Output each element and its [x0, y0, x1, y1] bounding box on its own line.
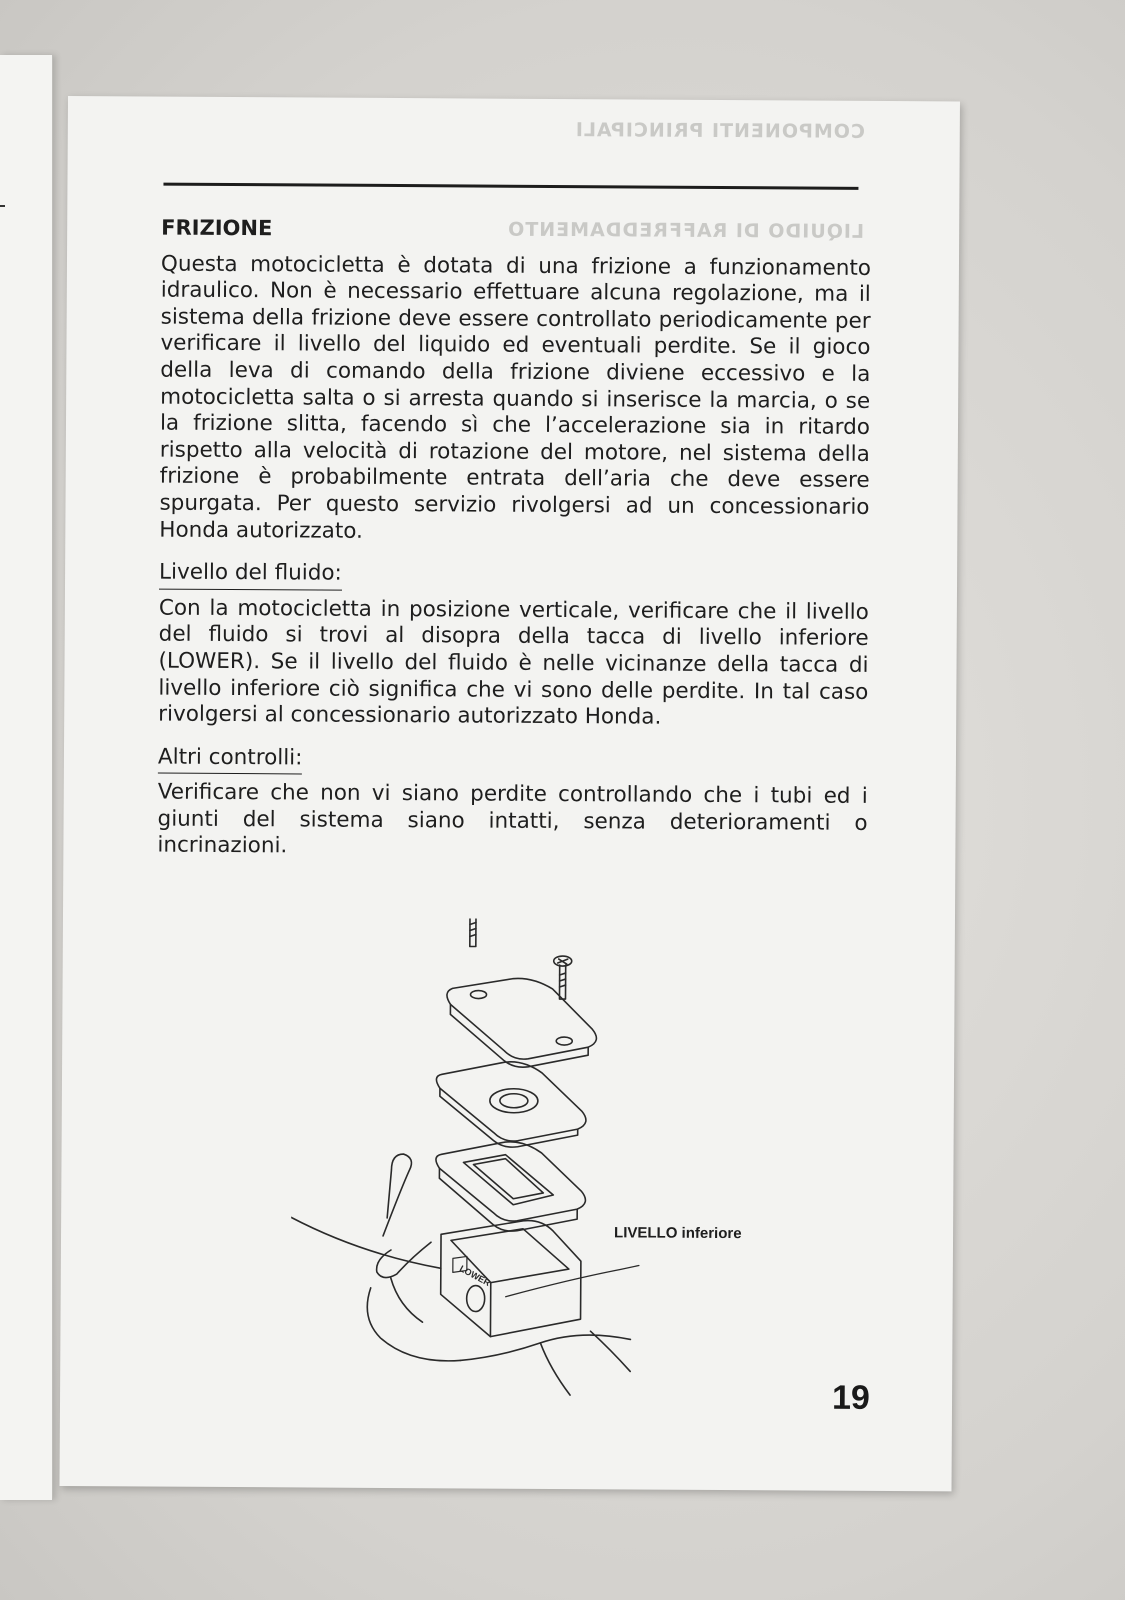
header-rule — [163, 183, 858, 190]
section-title: FRIZIONE — [161, 215, 273, 241]
rubber-diaphragm — [436, 1141, 586, 1231]
other-checks-heading: Altri controlli: — [158, 744, 303, 774]
page-content — [157, 215, 871, 864]
fluid-level-paragraph: Con la motocicletta in posizione verticale, verificare che il livello del fluido si trovi al disopra della tacca di livello inferiore (LOWER). Se il livello del fluido è nelle vicinanze della tacca di livello inferiore ciò significa che vi sono delle perdite. In tal caso rivolgersi al concessionario autorizzato Honda. — [158, 595, 869, 730]
screw-left — [464, 917, 482, 946]
intro-paragraph: Questa motocicletta è dotata di una frizione a funzionamento idraulico. Non è necessario effettuare alcuna regolazione, ma il sistema della frizione deve essere controllato periodicamente per verificare il livello del liquido ed eventuali perdite. Se il gioco della leva di comando della frizione diviene eccessivo e la motocicletta salta o si arresta quando si inserisce la marcia, o se la frizione slitta, facendo sì che l’accelerazione sia in ritardo rispetto alla velocità di rotazione del motore, nel sistema della frizione è probabilmente entrata dell’aria che deve essere spurgata. Per questo servizio rivolgersi ad un concessionario Honda autorizzato. — [159, 251, 872, 544]
other-checks-paragraph: Verificare che non vi siano perdite controllando che i tubi ed i giunti del sistema siano intatti, senza deterioramenti o incrinazioni. — [157, 779, 868, 859]
callout-leader-line — [506, 1265, 639, 1298]
diaphragm-plate — [436, 1061, 586, 1147]
facing-page-mark — [0, 205, 5, 207]
lower-level-callout: LIVELLO inferiore — [614, 1224, 742, 1243]
manual-page — [60, 96, 960, 1491]
reservoir-cover — [447, 978, 597, 1068]
reservoir-exploded-diagram — [290, 917, 793, 1400]
fluid-level-heading: Livello del fluido: — [159, 560, 342, 591]
page-number: 19 — [831, 1378, 871, 1417]
facing-page-edge — [0, 55, 53, 1500]
bleed-through-heading: COMPONENTI PRINCIPALI — [574, 119, 865, 143]
reservoir-body — [440, 1220, 581, 1337]
bleed-through-subheading: LIQUIDO DI RAFFREDDAMENTO — [507, 218, 865, 243]
reservoir-lower-mark: LOWER — [457, 1263, 493, 1289]
